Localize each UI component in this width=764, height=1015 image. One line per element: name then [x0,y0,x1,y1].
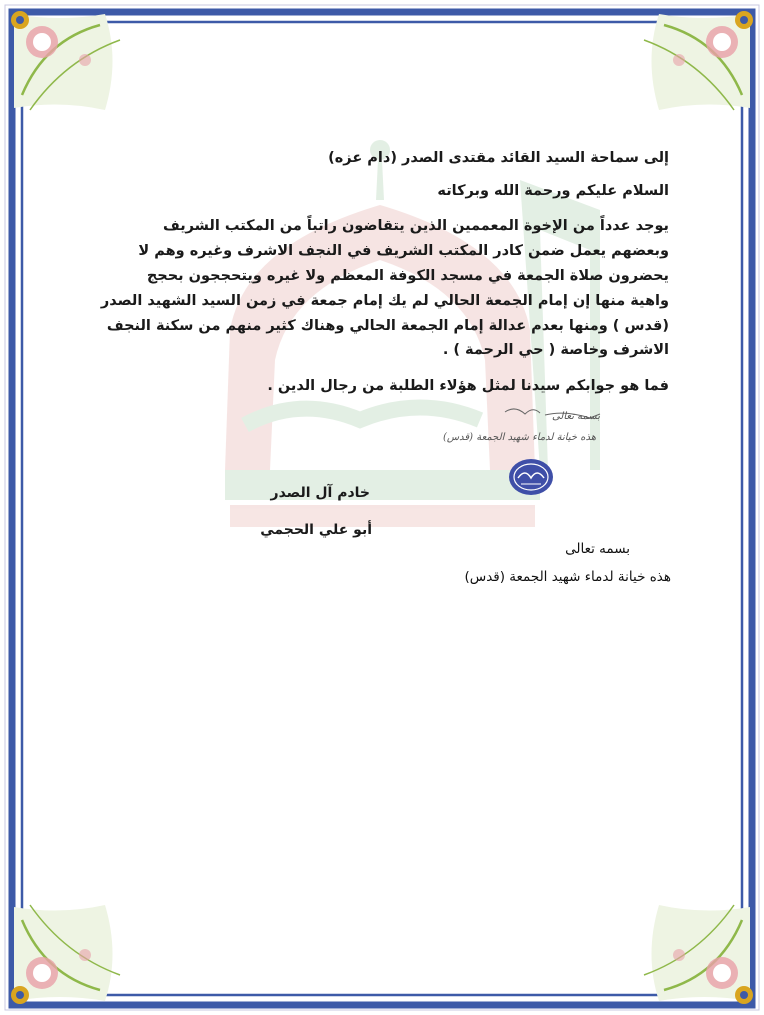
sender-name: أبو علي الحجمي [260,522,372,538]
corner-ornament-bottom-left [11,905,120,1004]
corner-ornament-top-right [644,11,753,110]
handwritten-reply-line1: بسمه تعالى [551,411,600,422]
body-line: يحضرون صلاة الجمعة في مسجد الكوفة المعظم ولا غيره ويتحججون بحجج [146,268,669,284]
body-line: (قدس ) ومنها بعدم عدالة إمام الجمعة الحالي وهناك كثير منهم من سكنة النجف [106,318,669,334]
handwritten-reply-line2: هذه خيانة لدماء شهيد الجمعة (قدس) [443,432,596,443]
reply-line1: بسمه تعالى [565,541,630,557]
corner-ornament-bottom-right [644,905,753,1004]
greeting: السلام عليكم ورحمة الله وبركاته [437,183,669,199]
sender-title: خادم آل الصدر [270,485,370,501]
body-line: واهية منها إن إمام الجمعة الحالي لم يك إمام جمعة في زمن السيد الشهيد الصدر [100,293,669,309]
reply-line2: هذه خيانة لدماء شهيد الجمعة (قدس) [464,569,671,585]
corner-ornament-top-left [11,11,120,110]
body-line: وبعضهم يعمل ضمن كادر المكتب الشريف في النجف الاشرف وغيره وهم لا [138,243,669,259]
question-line: فما هو جوابكم سيدنا لمثل هؤلاء الطلبة من رجال الدين . [267,378,669,394]
letter-body [100,148,669,548]
body-line: الاشرف وخاصة ( حي الرحمة ) . [442,342,669,358]
salutation: إلى سماحة السيد القائد مقتدى الصدر (دام عزه) [328,150,669,166]
body-line: يوجد عدداً من الإخوة المعممين الذين يتقاضون راتباً من المكتب الشريف [162,218,669,234]
